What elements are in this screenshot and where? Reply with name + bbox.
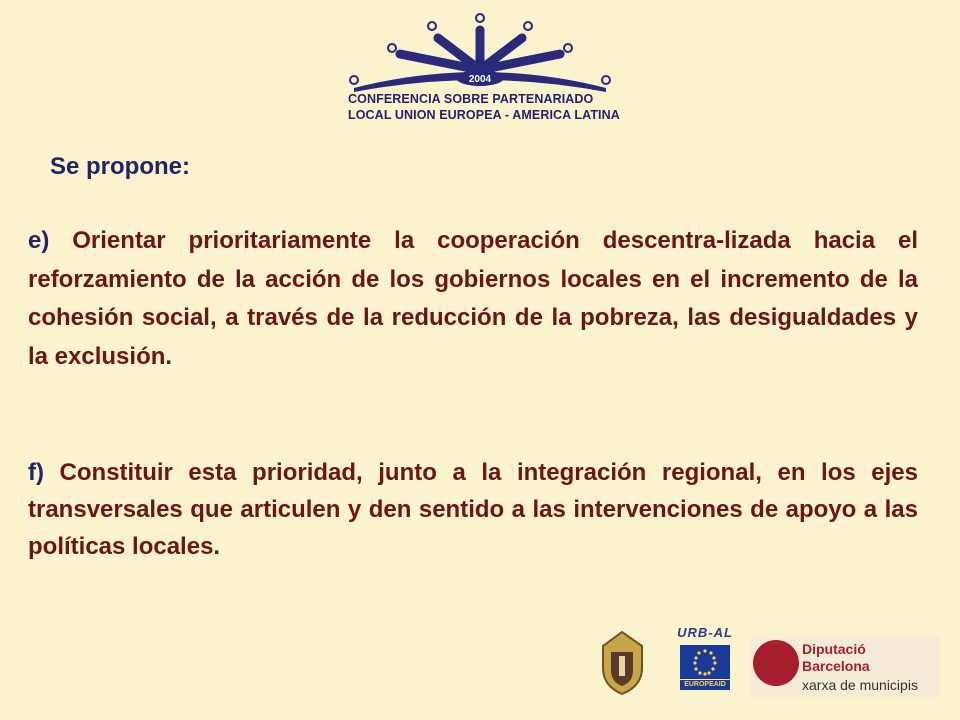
coat-of-arms-icon [595,628,650,698]
paragraph-marker: f) [28,459,44,486]
diputacio-logo [750,637,940,697]
logo-year: 2004 [468,74,492,85]
urbal-sub: EUROPEAID [680,680,730,690]
diputacio-emblem-icon [753,640,799,686]
logo-title-line2: LOCAL UNION EUROPEA - AMERICA LATINA [348,108,620,122]
footer-logos [590,625,940,720]
paragraph-text: Constituir esta prioridad, junto a la integración regional, en los ejes transversales que articulen y den sentido a las intervenciones de apoyo a las políticas locales. [28,459,918,560]
paragraph-f [28,454,918,565]
paragraph-e [28,222,918,376]
paragraph-text: Orientar prioritariamente la cooperación descentra-lizada hacia el reforzamiento de la acción de los gobiernos locales en el incremento de la cohesión social, a través de la reducción de la pobreza, las desigualdades y la exclusión. [28,227,918,370]
section-heading: Se propone: [50,153,191,180]
urbal-logo [675,625,735,695]
paragraph-marker: e) [28,227,50,254]
diputacio-line1: Diputació [802,641,866,657]
conference-logo [330,8,630,128]
urbal-brand: URB-AL [677,625,733,640]
logo-title-line1: CONFERENCIA SOBRE PARTENARIADO [348,92,594,106]
diputacio-line3: xarxa de municipis [802,677,918,693]
diputacio-line2: Barcelona [802,658,870,674]
eu-flag-icon [680,645,730,679]
